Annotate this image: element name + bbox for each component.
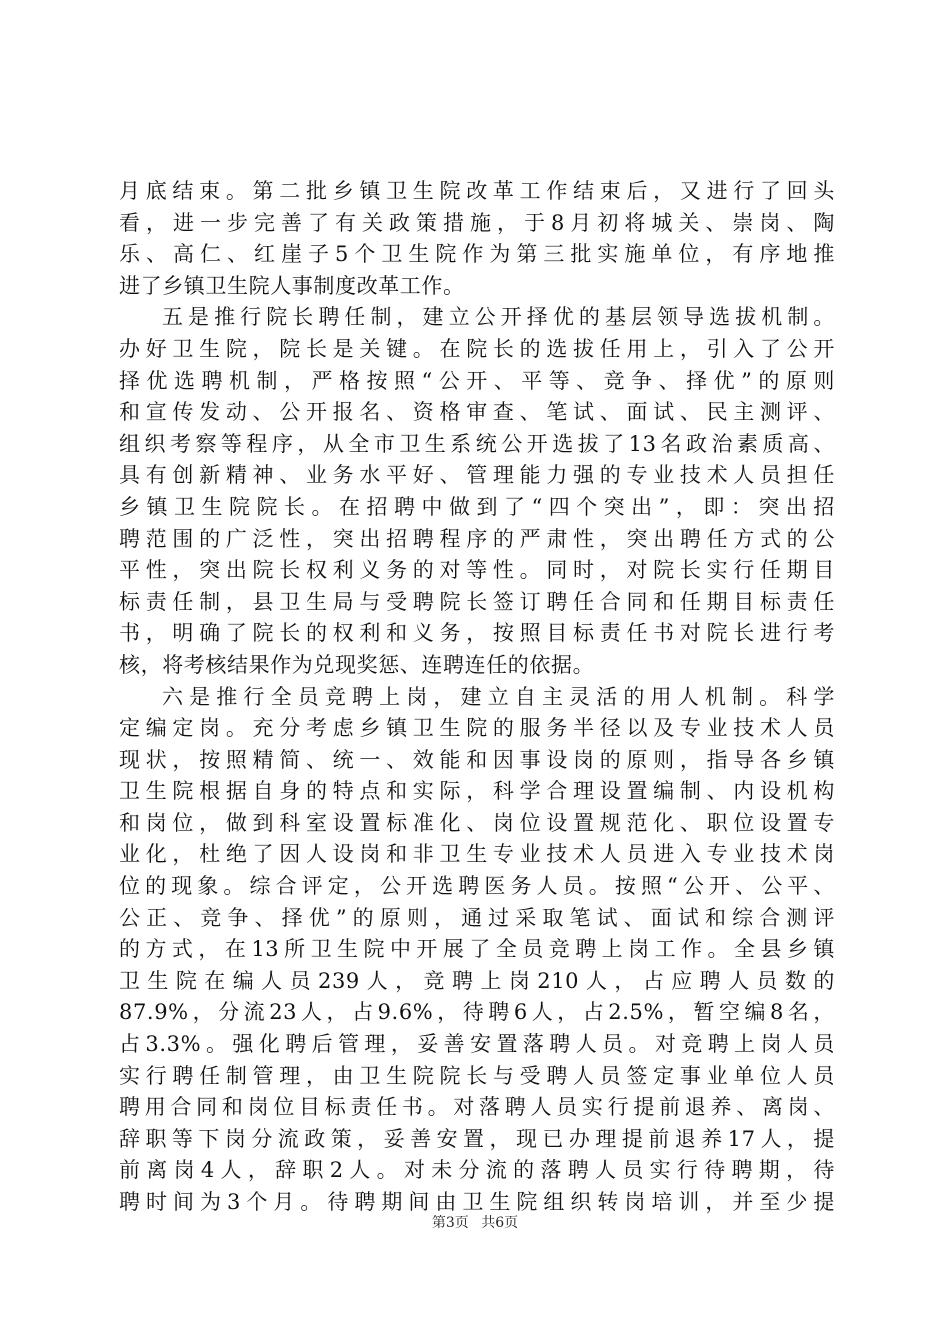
text-line: 五是推行院长聘任制，建立公开择优的基层领导选拔机制。 (162, 305, 835, 330)
text-line: 六是推行全员竞聘上岗，建立自主灵活的用人机制。科学 (162, 684, 835, 709)
text-line: 进了乡镇卫生院人事制度改革工作。 (119, 273, 465, 298)
text-line: 公正、竞争、择优”的原则，通过采取笔试、面试和综合测评 (119, 905, 835, 930)
page-number: 第3页 (431, 1215, 469, 1231)
text-line: 平性，突出院长权利义务的对等性。同时，对院长实行任期目 (119, 558, 835, 583)
text-line: 具有创新精神、业务水平好、管理能力强的专业技术人员担任 (119, 463, 835, 488)
text-line: 占3.3%。强化聘后管理，妥善安置落聘人员。对竞聘上岗人员 (119, 1032, 835, 1057)
body-text (119, 176, 835, 1219)
text-line: 办好卫生院，院长是关键。在院长的选拔任用上，引入了公开 (119, 336, 835, 361)
text-line: 的方式，在13所卫生院中开展了全员竞聘上岗工作。全县乡镇 (119, 937, 835, 962)
text-line: 实行聘任制管理，由卫生院院长与受聘人员签定事业单位人员 (119, 1063, 835, 1088)
text-line: 书，明确了院长的权利和义务，按照目标责任书对院长进行考 (119, 621, 835, 646)
text-line: 聘范围的广泛性，突出招聘程序的严肃性，突出聘任方式的公 (119, 526, 835, 551)
text-line: 择优选聘机制，严格按照“公开、平等、竞争、择优”的原则 (119, 368, 835, 393)
text-line: 乡镇卫生院院长。在招聘中做到了“四个突出”，即：突出招 (119, 494, 835, 519)
page-footer (0, 1212, 950, 1232)
text-line: 现状，按照精简、统一、效能和因事设岗的原则，指导各乡镇 (119, 747, 835, 772)
text-line: 定编定岗。充分考虑乡镇卫生院的服务半径以及专业技术人员 (119, 716, 835, 741)
text-line: 业化，杜绝了因人设岗和非卫生专业技术人员进入专业技术岗 (119, 842, 835, 867)
text-line: 标责任制，县卫生局与受聘院长签订聘任合同和任期目标责任 (119, 589, 835, 614)
text-line: 87.9%，分流23人，占9.6%，待聘6人，占2.5%，暂空编8名， (119, 1000, 835, 1025)
text-line: 前离岗4人，辞职2人。对未分流的落聘人员实行待聘期，待 (119, 1158, 835, 1183)
text-line: 辞职等下岗分流政策，妥善安置，现已办理提前退养17人，提 (119, 1126, 835, 1151)
text-line: 组织考察等程序，从全市卫生系统公开选拔了13名政治素质高、 (119, 431, 835, 456)
page-total: 共6页 (481, 1215, 519, 1231)
text-line: 聘用合同和岗位目标责任书。对落聘人员实行提前退养、离岗、 (119, 1095, 835, 1120)
text-line: 乐、高仁、红崖子5个卫生院作为第三批实施单位，有序地推 (119, 242, 835, 267)
text-line: 卫生院在编人员239人，竞聘上岗210人，占应聘人员数的 (119, 968, 835, 993)
text-line: 看，进一步完善了有关政策措施，于8月初将城关、崇岗、陶 (119, 210, 835, 235)
text-line: 和宣传发动、公开报名、资格审查、笔试、面试、民主测评、 (119, 400, 835, 425)
text-line: 和岗位，做到科室设置标准化、岗位设置规范化、职位设置专 (119, 810, 835, 835)
text-line: 卫生院根据自身的特点和实际，科学合理设置编制、内设机构 (119, 779, 835, 804)
text-line: 月底结束。第二批乡镇卫生院改革工作结束后，又进行了回头 (119, 179, 835, 203)
text-line: 位的现象。综合评定，公开选聘医务人员。按照“公开、公平、 (119, 874, 835, 899)
text-line: 聘时间为3个月。待聘期间由卫生院组织转岗培训，并至少提 (119, 1190, 835, 1214)
text-line: 核，将考核结果作为兑现奖惩、连聘连任的依据。 (119, 652, 595, 677)
